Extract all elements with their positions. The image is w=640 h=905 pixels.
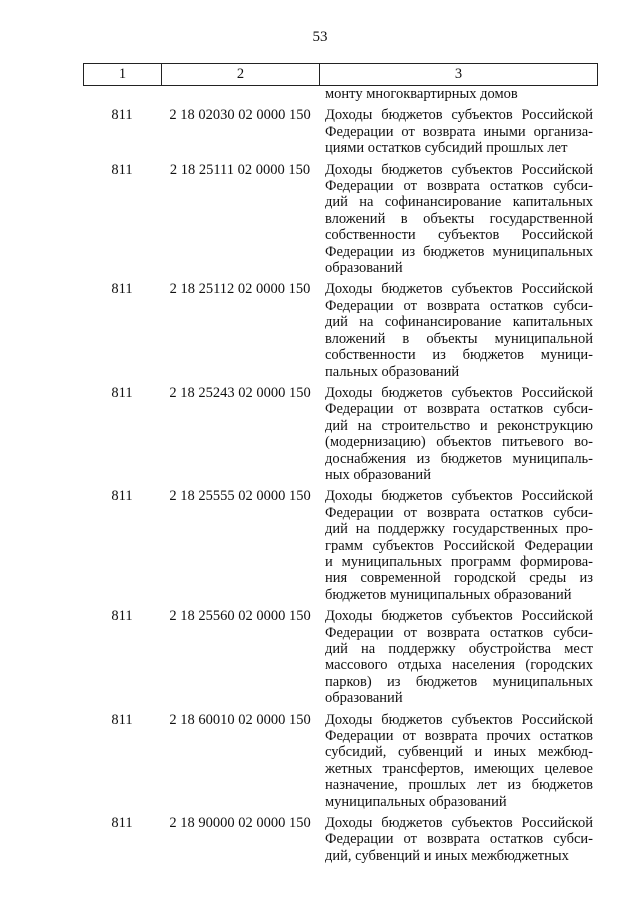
description-line: парков) из бюджетов муниципальных xyxy=(325,673,593,690)
table-row xyxy=(83,107,598,156)
budget-code-cell: 2 18 25555 02 0000 150 xyxy=(169,488,311,505)
description-line: Федерации от возврата остатков субси- xyxy=(325,504,593,521)
description-line: собственности из бюджетов муници- xyxy=(325,347,593,364)
description-line: Федерации от возврата остатков субси- xyxy=(325,401,593,418)
admin-code-cell: 811 xyxy=(111,488,133,505)
description-line: образований xyxy=(325,260,403,277)
table-row xyxy=(83,86,598,102)
description-cell xyxy=(325,107,593,156)
header-col-3: 3 xyxy=(454,66,463,82)
table-row xyxy=(83,281,598,379)
budget-code-cell: 2 18 25243 02 0000 150 xyxy=(169,384,311,401)
table-header xyxy=(83,63,598,86)
budget-code-cell xyxy=(161,86,319,102)
description-cell xyxy=(325,815,593,864)
admin-code-cell: 811 xyxy=(111,711,133,728)
admin-code-cell: 811 xyxy=(111,815,133,832)
description-line: дий на поддержку обустройства мест xyxy=(325,641,593,657)
table-row xyxy=(83,712,598,810)
description-line: Федерации от возврата остатков субси- xyxy=(325,297,593,314)
description-line: грамм субъектов Российской Федерации xyxy=(325,537,593,554)
description-line: Федерации от возврата остатков субси- xyxy=(325,831,593,848)
description-line: доснабжения из бюджетов муниципаль- xyxy=(325,450,593,467)
description-cell xyxy=(325,712,593,810)
description-line: дий, субвенций и иных межбюджетных xyxy=(325,847,569,864)
description-line: Доходы бюджетов субъектов Российской xyxy=(325,608,593,625)
description-line: и муниципальных программ формирова- xyxy=(325,553,593,570)
table-row xyxy=(83,162,598,277)
table-row xyxy=(83,385,598,483)
budget-code-cell: 2 18 60010 02 0000 150 xyxy=(169,711,311,728)
description-cell xyxy=(325,162,593,277)
description-line: ния современной городской среды из xyxy=(325,570,593,587)
description-line: дий на поддержку государственных про- xyxy=(325,521,593,538)
description-line: монту многоквартирных домов xyxy=(325,86,518,102)
table-row xyxy=(83,815,598,864)
description-line: дий на софинансирование капитальных xyxy=(325,314,593,331)
description-line: Доходы бюджетов субъектов Российской xyxy=(325,815,593,832)
admin-code-cell: 811 xyxy=(111,608,133,625)
table-row xyxy=(83,488,598,603)
budget-code-cell: 2 18 25112 02 0000 150 xyxy=(169,281,311,298)
budget-code-cell: 2 18 02030 02 0000 150 xyxy=(169,107,311,124)
description-line: бюджетов муниципальных образований xyxy=(325,586,572,603)
description-line: Доходы бюджетов субъектов Российской xyxy=(325,488,593,505)
header-col-1: 1 xyxy=(84,64,162,85)
description-line: вложений в объекты государственной xyxy=(325,210,593,227)
description-line: образований xyxy=(325,690,403,707)
description-line: Федерации от возврата остатков субси- xyxy=(325,178,593,195)
description-line: Федерации из бюджетов муниципальных xyxy=(325,243,593,260)
budget-code-cell: 2 18 25560 02 0000 150 xyxy=(169,608,311,625)
description-line: Федерации от возврата иными организа- xyxy=(325,123,593,140)
description-line: жетных трансфертов, имеющих целевое xyxy=(325,760,593,777)
description-line: Доходы бюджетов субъектов Российской xyxy=(325,711,593,728)
budget-code-cell: 2 18 90000 02 0000 150 xyxy=(169,815,311,832)
table-row xyxy=(83,608,598,706)
description-line: собственности субъектов Российской xyxy=(325,227,593,244)
page-number: 53 xyxy=(312,29,328,45)
admin-code-cell: 811 xyxy=(111,161,133,178)
description-line: Доходы бюджетов субъектов Российской xyxy=(325,281,593,298)
description-line: дий на софинансирование капитальных xyxy=(325,194,593,211)
table-body xyxy=(83,86,598,864)
description-line: (модернизацию) объектов питьевого во- xyxy=(325,434,593,451)
description-line: массового отдыха населения (городских xyxy=(325,657,593,674)
description-line: циями остатков субсидий прошлых лет xyxy=(325,140,568,157)
admin-code-cell: 811 xyxy=(111,384,133,401)
description-line: дий на строительство и реконструкцию xyxy=(325,417,593,434)
admin-code-cell: 811 xyxy=(111,281,133,298)
header-col-2: 2 xyxy=(162,64,320,85)
description-cell xyxy=(325,385,593,483)
description-cell xyxy=(325,281,593,379)
admin-code-cell: 811 xyxy=(111,107,133,124)
description-line: Доходы бюджетов субъектов Российской xyxy=(325,107,593,124)
description-line: ных образований xyxy=(325,466,431,483)
description-line: Федерации от возврата остатков субси- xyxy=(325,624,593,641)
description-line: Доходы бюджетов субъектов Российской xyxy=(325,384,593,401)
budget-code-cell: 2 18 25111 02 0000 150 xyxy=(169,161,311,178)
description-line: вложений в объекты муниципальной xyxy=(325,330,593,347)
description-line: назначение, прошлых лет из бюджетов xyxy=(325,777,593,794)
description-cell xyxy=(325,86,593,102)
description-line: Федерации от возврата прочих остатков xyxy=(325,728,593,745)
description-cell xyxy=(325,608,593,706)
description-line: пальных образований xyxy=(325,363,460,380)
admin-code-cell xyxy=(83,86,161,102)
description-cell xyxy=(325,488,593,603)
description-line: субсидий, субвенций и иных межбюд- xyxy=(325,744,593,761)
description-line: муниципальных образований xyxy=(325,793,507,810)
description-line: Доходы бюджетов субъектов Российской xyxy=(325,161,593,178)
